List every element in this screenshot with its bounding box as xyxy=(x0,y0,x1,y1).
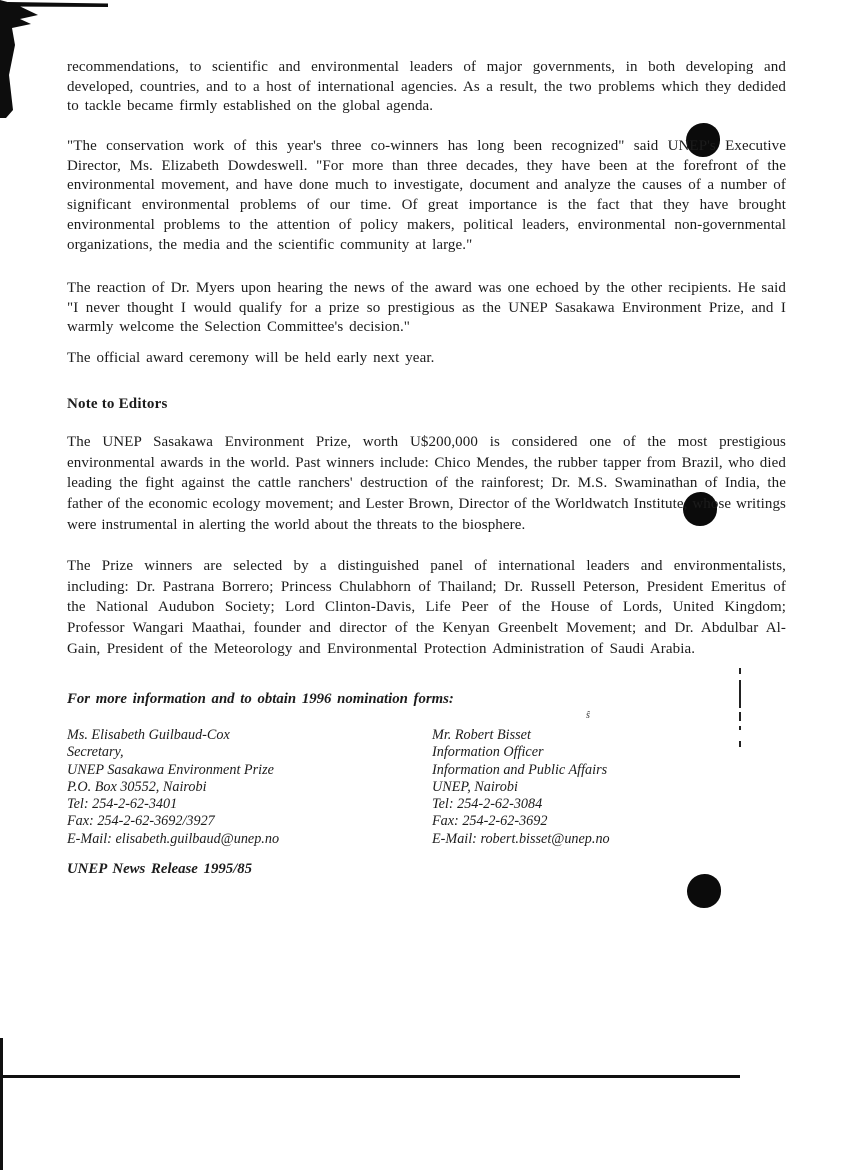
scan-dash-mark xyxy=(739,680,741,708)
contact-block-right xyxy=(432,727,762,848)
scan-bottom-left-edge-line xyxy=(0,1038,3,1170)
contact-title: Secretary, xyxy=(67,744,124,761)
contact-block-left xyxy=(67,727,417,848)
paragraph-ceremony: The official award ceremony will be held early next year. xyxy=(67,350,435,366)
paragraph-myers-reaction: The reaction of Dr. Myers upon hearing the news of the award was one echoed by the other recipients. He said "I never thought I would qualify for a prize so prestigious as the UNEP Sasakawa Environment Prize, and I warmly welcome the Selection Committee's decision." xyxy=(67,280,786,336)
more-information-heading: For more information and to obtain 1996 nomination forms: xyxy=(67,691,454,707)
contact-name: Ms. Elisabeth Guilbaud-Cox xyxy=(67,727,230,743)
scan-dash-mark xyxy=(739,668,741,674)
note-to-editors-heading: Note to Editors xyxy=(67,396,168,412)
contact-fax: Fax: 254-2-62-3692 xyxy=(432,813,548,830)
paragraph-intro: recommendations, to scientific and environmental leaders of major governments, in both developing and developed, countries, and to a host of international agencies. As a result, the two problems which they dedided to tackle became firmly established on the global agenda. xyxy=(67,59,786,115)
paragraph-selection-panel: The Prize winners are selected by a distinguished panel of international leaders and environmentalists, including: Dr. Pastrana Borrero; Princess Chulabhorn of Thailand; Dr. Russell Peterson, President Emeritus of the National Audubon Society; Lord Clinton-Davis, Life Peer of the House of Lords, United Kingdom; Professor Wangari Maathai, founder and director of the Kenyan Greenbelt Movement; and Dr. Abdulbar Al-Gain, President of the Meteorology and Environmental Protection Administration of Saudi Arabia. xyxy=(67,558,786,657)
punch-hole-bottom xyxy=(687,874,721,908)
scan-stray-mark: ŝ xyxy=(586,710,590,721)
contact-email: E-Mail: elisabeth.guilbaud@unep.no xyxy=(67,830,280,847)
contact-email: E-Mail: robert.bisset@unep.no xyxy=(432,830,610,847)
contact-fax: Fax: 254-2-62-3692/3927 xyxy=(67,813,215,830)
contact-org: Information and Public Affairs xyxy=(432,761,608,778)
contact-tel: Tel: 254-2-62-3084 xyxy=(432,796,543,813)
news-release-number: UNEP News Release 1995/85 xyxy=(67,861,253,877)
contact-tel: Tel: 254-2-62-3401 xyxy=(67,796,178,813)
paragraph-prize-background: The UNEP Sasakawa Environment Prize, worth U$200,000 is considered one of the most prestigious environmental awards in the world. Past winners include: Chico Mendes, the rubber tapper from Brazil, who died leading the fight against the cattle ranchers' destruction of the rainforest; Dr. M.S. Swaminathan of India, the father of the economic ecology movement; and Lester Brown, Director of the Worldwatch Institute, whose writings were instrumental in alerting the world about the threats to the biosphere. xyxy=(67,434,786,533)
contact-title: Information Officer xyxy=(432,744,544,761)
scan-bottom-horizontal-line xyxy=(0,1075,740,1078)
scan-dash-mark xyxy=(739,712,741,721)
contact-org: UNEP Sasakawa Environment Prize xyxy=(67,761,274,778)
paragraph-quote-dowdeswell: "The conservation work of this year's three co-winners has long been recognized" said UNEP's Executive Director, Ms. Elizabeth Dowdeswell. "For more than three decades, they have been at the forefront of the environmental movement, and have done much to investigate, document and analyze the causes of a number of significant environmental problems of our time. Of great importance is the fact that they have brought environmental problems to the attention of policy makers, political leaders, environmental non-governmental organizations, the media and the scientific community at large." xyxy=(67,138,786,253)
contact-name: Mr. Robert Bisset xyxy=(432,727,531,743)
contact-address: UNEP, Nairobi xyxy=(432,778,518,795)
contact-address: P.O. Box 30552, Nairobi xyxy=(67,778,207,795)
